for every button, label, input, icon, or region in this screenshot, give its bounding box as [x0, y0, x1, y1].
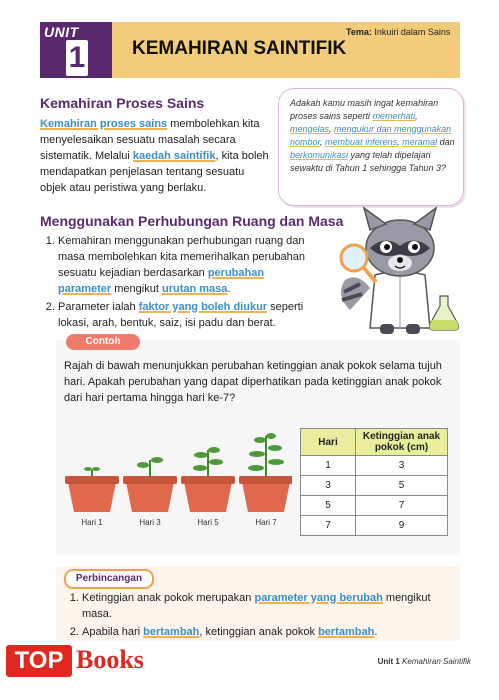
table-row [301, 516, 448, 536]
flask-icon [430, 296, 459, 330]
plant-pot-day-1 [65, 467, 119, 512]
bubble-t2: dan [439, 137, 455, 147]
tema-line [346, 27, 450, 37]
table-cell: 5 [356, 476, 448, 496]
table-cell: 7 [356, 496, 448, 516]
topbooks-logo-top: TOP [6, 645, 72, 677]
table-header-row [301, 429, 448, 456]
tema-label: Tema: [346, 27, 372, 37]
bubble-t1: Adakah kamu masih ingat kemahiran proses sains seperti [290, 98, 439, 121]
perbincangan-label: Perbincangan [64, 569, 154, 589]
plant-growth-illustration [62, 430, 292, 516]
table-cell: 5 [301, 496, 356, 516]
list-item [58, 299, 320, 331]
p1-text-a: membolehkan kita menyelesaikan sesuatu masalah secara sistematik. Melalui [40, 118, 260, 162]
pb-item1-a: Ketinggian anak pokok merupakan [82, 592, 252, 604]
hl-bertambah-1: bertambah [143, 626, 200, 638]
hl-perubahan-parameter: perubahan parameter [58, 267, 265, 295]
pb-item2-b: , ketinggian anak pokok [199, 626, 315, 638]
s2-item2-b: seperti lokasi, arah, bentuk, saiz, isi padu dan berat. [58, 301, 304, 329]
section-heading-kps: Kemahiran Proses Sains [40, 95, 205, 111]
plant-label-day-3: Hari 3 [139, 518, 161, 527]
pb-item2-a: Apabila hari [82, 626, 141, 638]
bubble-k6: berkomunikasi [290, 150, 349, 160]
section-heading-ruang-masa: Menggunakan Perhubungan Ruang dan Masa [40, 213, 344, 229]
table-cell: 3 [301, 476, 356, 496]
s2-item1-c: . [227, 283, 231, 295]
table-cell: 9 [356, 516, 448, 536]
table-cell: 1 [301, 456, 356, 476]
list-item [58, 233, 320, 297]
list-item [82, 590, 454, 622]
plant-pot-day-5 [181, 447, 235, 512]
bubble-k4: membuat inferens [325, 137, 398, 147]
topbooks-logo-books: Books [76, 645, 144, 674]
raccoon-scientist-illustration [330, 200, 470, 340]
plant-label-day-5: Hari 5 [197, 518, 219, 527]
list-item [82, 624, 454, 640]
footer-unit: Unit 1 [377, 657, 400, 666]
plant-pot-day-3 [123, 457, 177, 512]
hl-kemahiran-proses-sains: Kemahiran proses sains [40, 118, 168, 130]
bubble-k1: memerhati [372, 111, 416, 121]
bubble-t3: yang telah dipelajari sewaktu di Tahun 1 sehingga Tahun 3? [290, 150, 446, 173]
bubble-k2: mengelas [290, 124, 330, 134]
speech-bubble-text: Adakah kamu masih ingat kemahiran proses sains seperti memerhati, mengelas, mengukur dan menggunakan nombor, membuat inferens, meramal dan berkomunikasi yang telah dipelajari sewaktu di Tahun 1 sehingga Tahun 3? [290, 98, 455, 173]
plant-label-day-7: Hari 7 [255, 518, 277, 527]
pb-item2-c: . [374, 626, 378, 638]
table-row [301, 456, 448, 476]
section2-list [40, 233, 320, 333]
hl-urutan-masa: urutan masa [161, 283, 228, 295]
s2-item1-b: mengikut [114, 283, 159, 295]
perbincangan-list [64, 590, 454, 642]
section1-paragraph [40, 116, 272, 196]
hl-parameter-berubah: parameter yang berubah [254, 592, 383, 604]
table-cell: 7 [301, 516, 356, 536]
footer-title: Kemahiran Saintifik [402, 657, 471, 666]
page-title: KEMAHIRAN SAINTIFIK [132, 38, 347, 59]
p1-text-b: , kita boleh mendapatkan penjelasan tentang sesuatu objek atau peristiwa yang berlaku. [40, 150, 269, 194]
plant-label-day-1: Hari 1 [81, 518, 103, 527]
raccoon-tail [341, 277, 370, 310]
hl-kaedah-saintifik: kaedah saintifik [132, 150, 216, 162]
contoh-question: Rajah di bawah menunjukkan perubahan ketinggian anak pokok selama tujuh hari. Apakah perubahan yang dapat diperhatikan pada ketinggian anak pokok dari hari pertama hingga hari ke-7? [64, 360, 442, 404]
table-header-ketinggian: Ketinggian anak pokok (cm) [356, 429, 448, 456]
growth-table [300, 428, 448, 536]
plant-pot-day-7 [239, 433, 292, 512]
s2-item1-a: Kemahiran menggunakan perhubungan ruang dan masa membolehkan kita memerihalkan perubahan sesuatu kejadian berdasarkan [58, 235, 306, 279]
s2-item2-a: Parameter ialah [58, 301, 136, 313]
table-cell: 3 [356, 456, 448, 476]
pb-item1-b: mengikut masa. [82, 592, 431, 620]
table-row [301, 496, 448, 516]
table-row [301, 476, 448, 496]
unit-word: UNIT [44, 24, 79, 40]
tema-value: Inkuiri dalam Sains [374, 27, 451, 37]
hl-faktor-boleh-diukur: faktor yang boleh diukur [138, 301, 268, 313]
table-header-hari: Hari [301, 429, 356, 456]
bubble-k3: mengukur dan menggunakan nombor [290, 124, 452, 147]
contoh-label: Contoh [66, 334, 140, 350]
unit-number: 1 [66, 40, 88, 76]
bubble-k5: meramal [402, 137, 438, 147]
hl-bertambah-2: bertambah [318, 626, 375, 638]
page-footer [378, 657, 471, 666]
